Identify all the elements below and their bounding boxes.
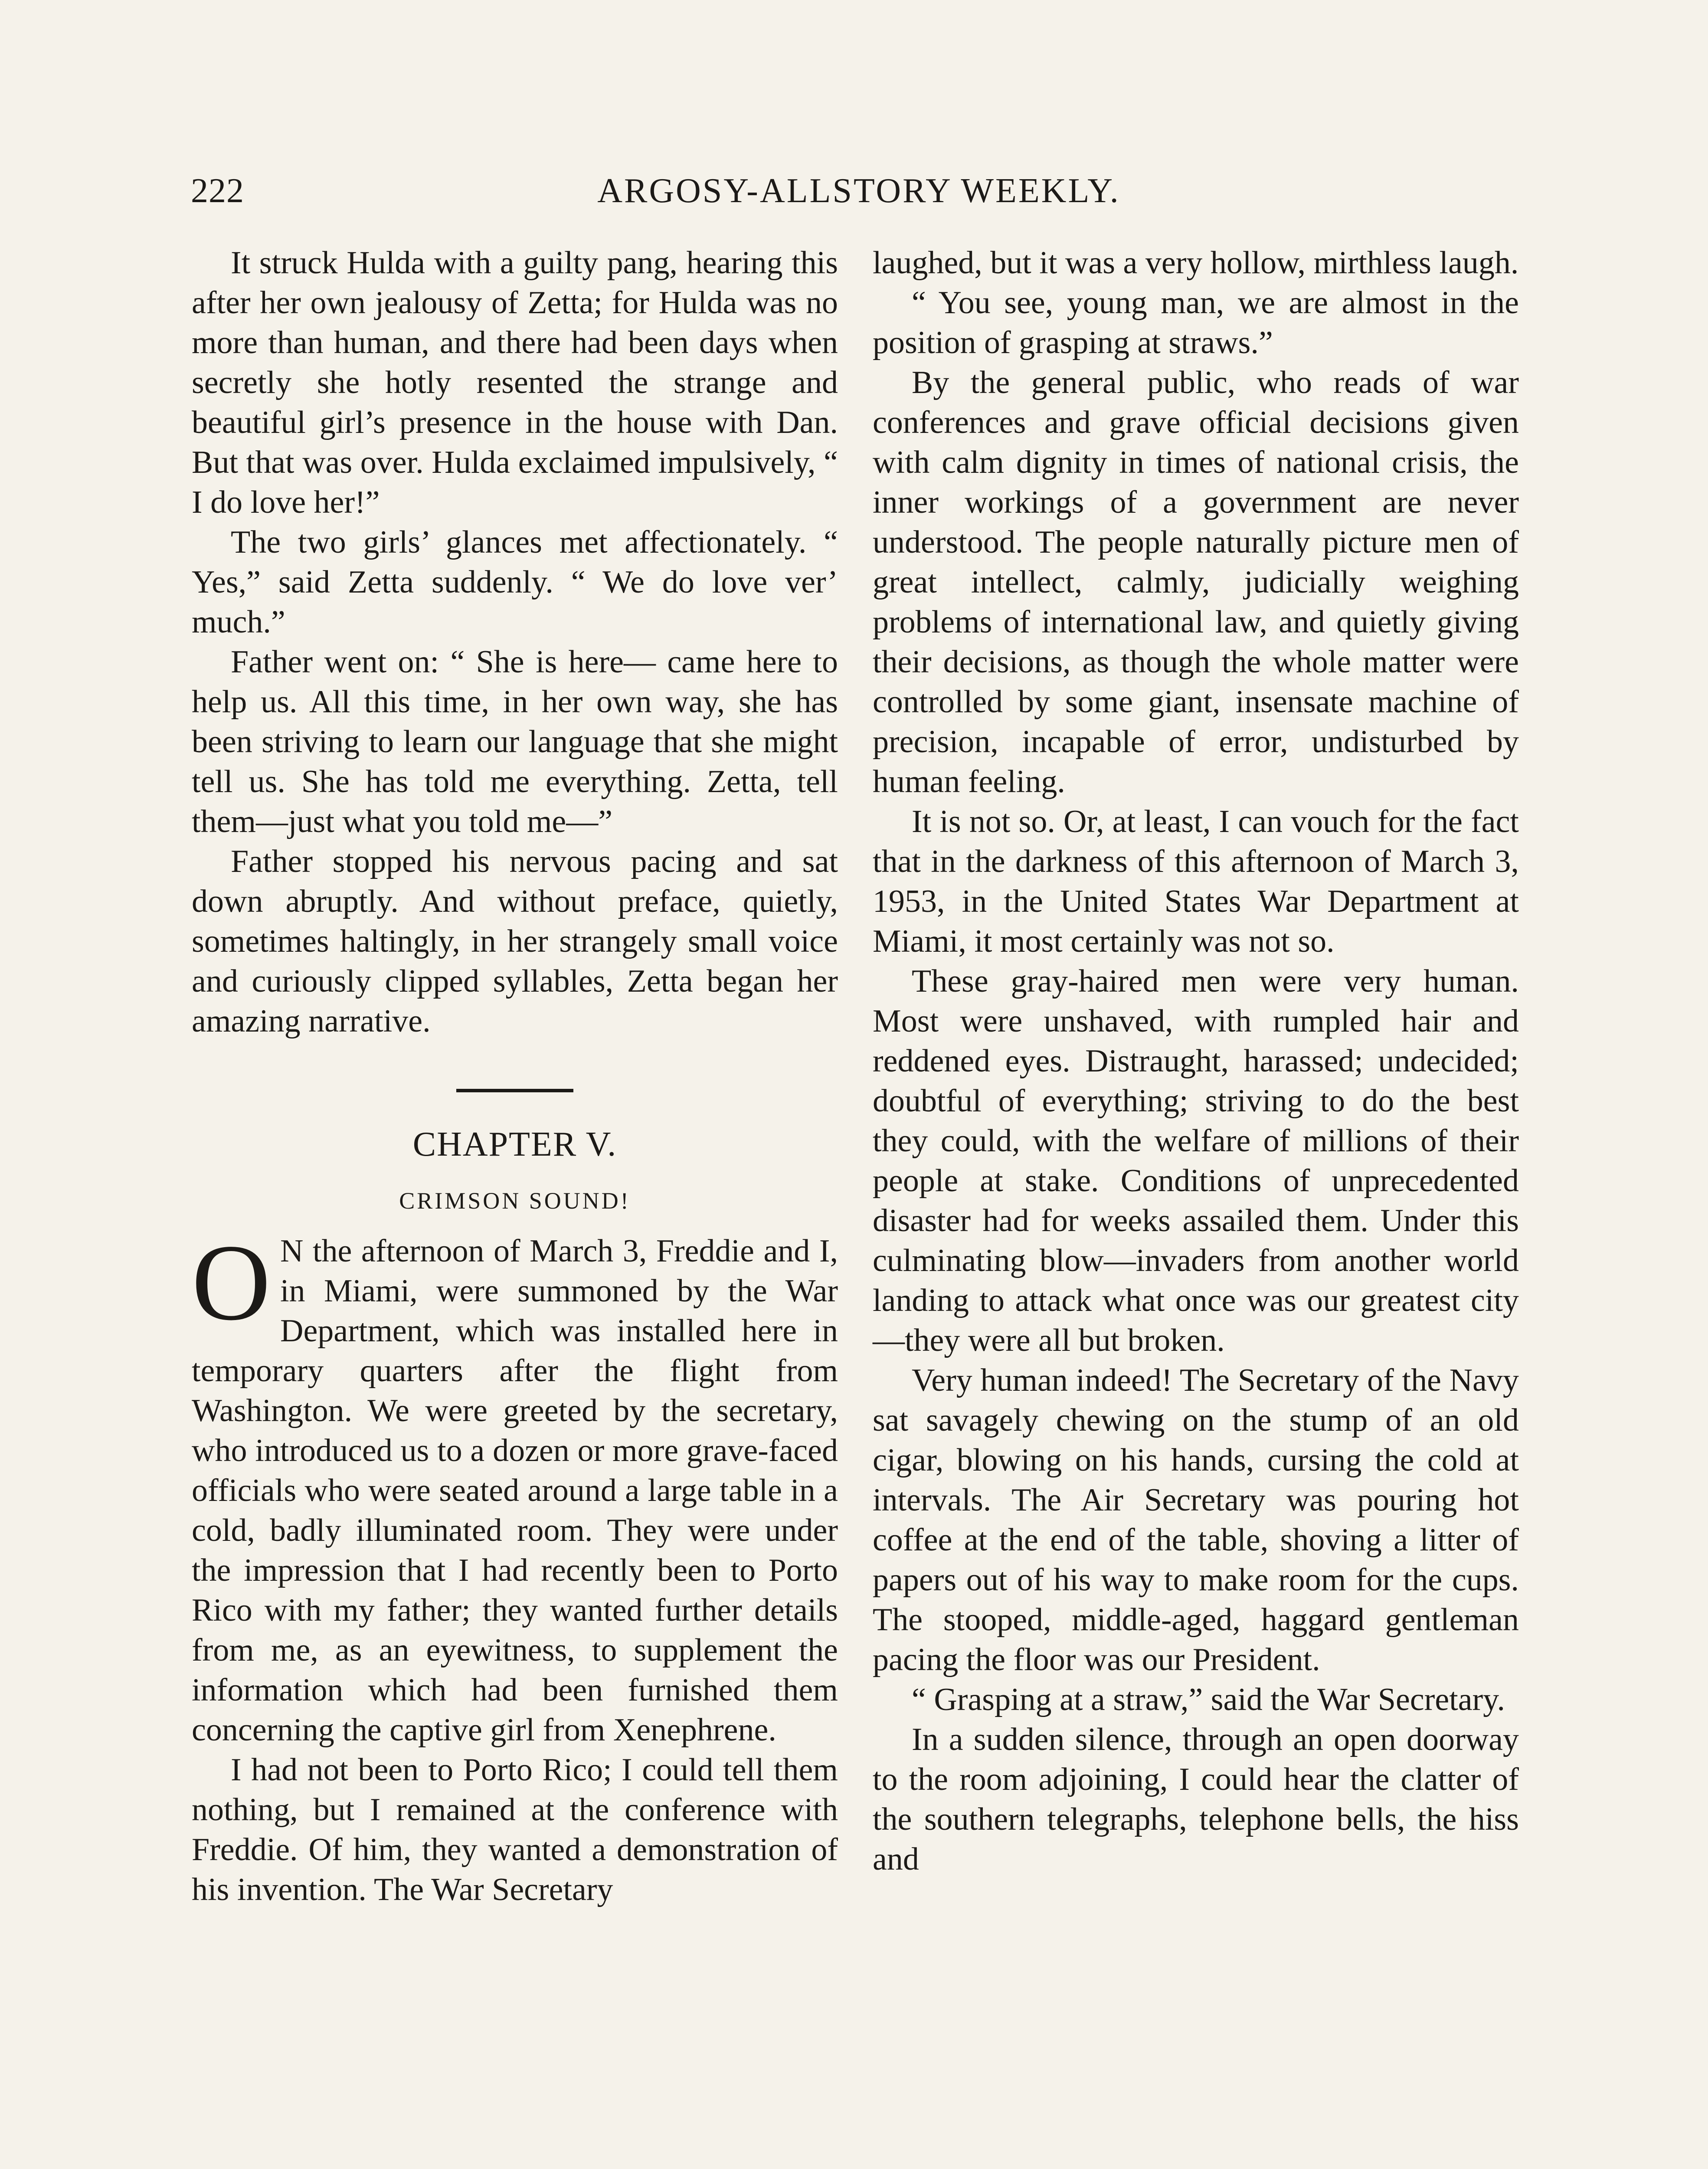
paragraph: “ Grasping at a straw,” said the War Secretary. — [912, 1682, 1505, 1717]
running-head: ARGOSY-ALLSTORY WEEKLY. — [597, 172, 1120, 210]
drop-cap: O — [192, 1222, 271, 1343]
paragraph: By the general public, who reads of war conferences and grave official decisions given with calm dignity in times of national crisis, the inner workings of a government are never understood. The people naturally picture men of great intellect, calmly, judicially weighing problems of international law, and quietly giving their decisions, as though the whole matter were controlled by some giant, insensate machine of precision, incapable of error, undisturbed by human feeling. — [873, 365, 1519, 799]
paragraph: Father went on: “ She is here— came here to help us. All this time, in her own way, she has been striving to learn our language that she might tell us. She has told me everything. Zetta, tell them—just what you told me—” — [192, 644, 838, 839]
chapter-opening-paragraph — [192, 1222, 838, 1750]
page-number: 222 — [191, 172, 244, 210]
paragraph: It struck Hulda with a guilty pang, hearing this after her own jealousy of Zetta; for Hulda was no more than human, and there had been days when secretly she hotly resented the strange and beautiful girl’s presence in the house with Dan. But that was over. Hulda exclaimed impulsively, “ I do love her!” — [192, 245, 838, 520]
paragraph: These gray-haired men were very human. Most were unshaved, with rumpled hair and reddened eyes. Distraught, harassed; undecided; doubtful of everything; striving to do the best they could, with the welfare of millions of their people at stake. Conditions of unprecedented disaster had for weeks assailed them. Under this culminating blow—invaders from another world landing to attack what once was our greatest city—they were all but broken. — [873, 963, 1519, 1358]
paragraph: “ You see, young man, we are almost in the position of grasping at straws.” — [873, 285, 1519, 360]
opening-text: N the afternoon of March 3, Freddie and I, in Miami, were summoned by the War Department, which was installed here in temporary quarters after the flight from Washington. We were greeted by the secretary, who introduced us to a dozen or more grave-faced officials who were seated around a large table in a cold, badly illuminated room. They were under the impression that I had recently been to Porto Rico with my father; they wanted further details from me, as an eyewitness, to supplement the information which had been furnished them concerning the captive girl from Xenephrene. — [192, 1233, 838, 1748]
section-divider — [456, 1089, 573, 1092]
paragraph: laughed, but it was a very hollow, mirthless laugh. — [873, 245, 1519, 281]
paragraph: Father stopped his nervous pacing and sat down abruptly. And without preface, quietly, sometimes haltingly, in her strangely small voice and curiously clipped syllables, Zetta began her amazing narrative. — [192, 844, 838, 1039]
chapter-title: CHAPTER V. — [412, 1125, 617, 1163]
paragraph: It is not so. Or, at least, I can vouch for the fact that in the darkness of this afternoon of March 3, 1953, in the United States War Department at Miami, it most certainly was not so. — [873, 804, 1519, 959]
paragraph: I had not been to Porto Rico; I could tell them nothing, but I remained at the conference with Freddie. Of him, they wanted a demonstration of his invention. The War Secretary — [192, 1752, 838, 1907]
paragraph: In a sudden silence, through an open doorway to the room adjoining, I could hear the clatter of the southern telegraphs, telephone bells, the hiss and — [873, 1722, 1519, 1877]
left-column — [192, 243, 838, 1910]
page-header — [191, 171, 1527, 232]
right-column — [873, 243, 1519, 1879]
chapter-subtitle: CRIMSON SOUND! — [399, 1188, 631, 1214]
paragraph: Very human indeed! The Secretary of the Navy sat savagely chewing on the stump of an old cigar, blowing on his hands, cursing the cold at intervals. The Air Secretary was pouring hot coffee at the end of the table, shoving a litter of papers out of his way to make room for the cups. The stooped, middle-aged, haggard gentleman pacing the floor was our President. — [873, 1363, 1519, 1678]
paragraph: The two girls’ glances met affectionately. “ Yes,” said Zetta suddenly. “ We do love ver’ much.” — [192, 524, 838, 640]
